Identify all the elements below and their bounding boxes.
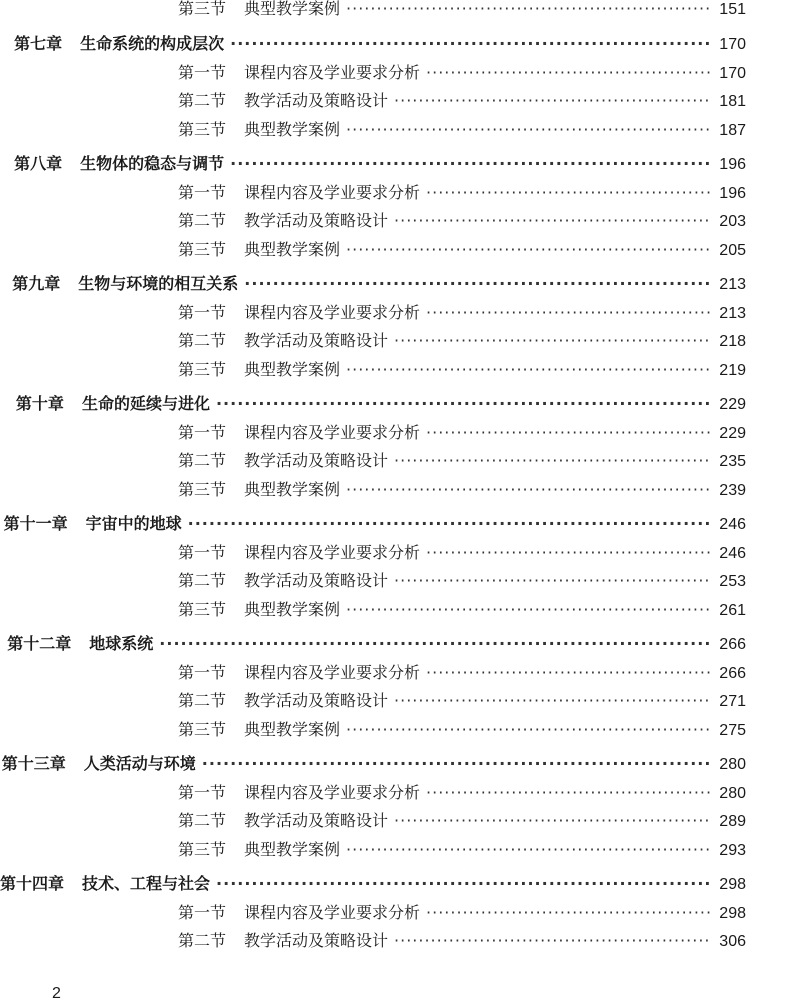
section-title: 典型教学案例 (244, 840, 341, 859)
section-number: 第一节 (178, 543, 227, 562)
footer-page-number: 2 (52, 985, 61, 1002)
leader-dots (244, 274, 710, 293)
toc-entry-section[interactable] (0, 208, 746, 232)
section-number: 第三节 (178, 0, 227, 18)
page-number: 266 (719, 665, 746, 682)
toc-entry-chapter[interactable] (0, 271, 746, 295)
leader-dots (394, 811, 710, 830)
toc-entry-chapter[interactable] (0, 391, 746, 415)
section-number: 第一节 (178, 423, 227, 442)
leader-dots (394, 211, 710, 230)
toc-entry-section[interactable] (0, 780, 746, 804)
section-number: 第二节 (178, 811, 227, 830)
leader-dots (346, 240, 710, 259)
section-number: 第二节 (178, 451, 227, 470)
leader-dots (394, 931, 710, 950)
section-title: 教学活动及策略设计 (244, 811, 389, 830)
page-number: 253 (719, 573, 746, 590)
section-number: 第一节 (178, 303, 227, 322)
leader-dots (230, 154, 710, 173)
chapter-number: 第九章 (12, 274, 61, 293)
page-number: 266 (719, 636, 746, 653)
leader-dots (426, 903, 710, 922)
section-number: 第三节 (178, 840, 227, 859)
page-number: 219 (719, 362, 746, 379)
chapter-title: 生物体的稳态与调节 (80, 154, 225, 173)
toc-entry-section[interactable] (0, 597, 746, 621)
leader-dots (394, 691, 710, 710)
leader-dots (188, 514, 710, 533)
section-title: 课程内容及学业要求分析 (244, 63, 421, 82)
chapter-title: 地球系统 (89, 634, 154, 653)
section-number: 第三节 (178, 720, 227, 739)
leader-dots (216, 394, 710, 413)
section-number: 第一节 (178, 183, 227, 202)
page-number: 239 (719, 482, 746, 499)
toc-entry-section[interactable] (0, 568, 746, 592)
toc-entry-section[interactable] (0, 180, 746, 204)
section-title: 典型教学案例 (244, 240, 341, 259)
page-number: 229 (719, 425, 746, 442)
leader-dots (346, 120, 710, 139)
section-title: 典型教学案例 (244, 360, 341, 379)
leader-dots (426, 303, 710, 322)
section-title: 教学活动及策略设计 (244, 331, 389, 350)
section-number: 第一节 (178, 903, 227, 922)
chapter-number: 第八章 (14, 154, 63, 173)
toc-entry-section[interactable] (0, 837, 746, 861)
toc-entry-section[interactable] (0, 900, 746, 924)
toc-entry-chapter[interactable] (0, 871, 746, 895)
page-number: 187 (719, 122, 746, 139)
section-number: 第三节 (178, 600, 227, 619)
leader-dots (394, 331, 710, 350)
toc-entry-section[interactable] (0, 660, 746, 684)
toc-entry-section[interactable] (0, 420, 746, 444)
leader-dots (426, 63, 710, 82)
page-number: 196 (719, 156, 746, 173)
section-number: 第二节 (178, 691, 227, 710)
toc-entry-chapter[interactable] (0, 751, 746, 775)
toc-entry-section[interactable] (0, 300, 746, 324)
section-number: 第一节 (178, 783, 227, 802)
page-number: 246 (719, 545, 746, 562)
chapter-title: 生命系统的构成层次 (80, 34, 225, 53)
leader-dots (346, 720, 710, 739)
section-title: 课程内容及学业要求分析 (244, 903, 421, 922)
leader-dots (426, 183, 710, 202)
chapter-title: 技术、工程与社会 (82, 874, 211, 893)
page-number: 170 (719, 36, 746, 53)
page-number: 261 (719, 602, 746, 619)
page-number: 196 (719, 185, 746, 202)
leader-dots (426, 663, 710, 682)
toc-entry-chapter[interactable] (0, 31, 746, 55)
toc-entry-section[interactable] (0, 357, 746, 381)
page-number: 280 (719, 756, 746, 773)
toc-entry-section[interactable] (0, 808, 746, 832)
leader-dots (346, 480, 710, 499)
toc-entry-section[interactable] (0, 0, 746, 20)
toc-entry-chapter[interactable] (0, 511, 746, 535)
leader-dots (394, 451, 710, 470)
section-number: 第二节 (178, 571, 227, 590)
leader-dots (159, 634, 710, 653)
leader-dots (230, 34, 710, 53)
section-number: 第二节 (178, 331, 227, 350)
chapter-number: 第十三章 (1, 754, 66, 773)
toc-entry-section[interactable] (0, 88, 746, 112)
chapter-title: 人类活动与环境 (83, 754, 196, 773)
section-number: 第三节 (178, 240, 227, 259)
page-number: 170 (719, 65, 746, 82)
page-number: 271 (719, 693, 746, 710)
page-number: 218 (719, 333, 746, 350)
section-title: 典型教学案例 (244, 720, 341, 739)
page-number: 298 (719, 905, 746, 922)
section-title: 典型教学案例 (244, 0, 341, 18)
chapter-title: 宇宙中的地球 (85, 514, 182, 533)
section-title: 课程内容及学业要求分析 (244, 423, 421, 442)
toc-entry-section[interactable] (0, 60, 746, 84)
section-number: 第一节 (178, 663, 227, 682)
toc-entry-section[interactable] (0, 688, 746, 712)
page-number: 293 (719, 842, 746, 859)
section-title: 典型教学案例 (244, 480, 341, 499)
section-title: 教学活动及策略设计 (244, 211, 389, 230)
page-number: 213 (719, 305, 746, 322)
chapter-number: 第十章 (15, 394, 64, 413)
leader-dots (202, 754, 710, 773)
section-number: 第三节 (178, 120, 227, 139)
section-title: 教学活动及策略设计 (244, 451, 389, 470)
chapter-number: 第十四章 (0, 874, 65, 893)
page-number: 298 (719, 876, 746, 893)
section-number: 第二节 (178, 931, 227, 950)
section-title: 教学活动及策略设计 (244, 931, 389, 950)
toc-entry-section[interactable] (0, 717, 746, 741)
section-title: 教学活动及策略设计 (244, 571, 389, 590)
chapter-number: 第十二章 (7, 634, 72, 653)
page-number: 229 (719, 396, 746, 413)
chapter-number: 第七章 (14, 34, 63, 53)
leader-dots (346, 0, 710, 18)
toc-entry-section[interactable] (0, 448, 746, 472)
page-number: 275 (719, 722, 746, 739)
page-number: 205 (719, 242, 746, 259)
toc-entry-chapter[interactable] (0, 631, 746, 655)
section-number: 第三节 (178, 480, 227, 499)
leader-dots (346, 840, 710, 859)
toc-entry-section[interactable] (0, 928, 746, 952)
leader-dots (426, 423, 710, 442)
section-title: 教学活动及策略设计 (244, 91, 389, 110)
section-title: 典型教学案例 (244, 120, 341, 139)
page-number: 280 (719, 785, 746, 802)
section-title: 典型教学案例 (244, 600, 341, 619)
chapter-title: 生命的延续与进化 (81, 394, 210, 413)
section-number: 第二节 (178, 211, 227, 230)
page-number: 289 (719, 813, 746, 830)
toc-entry-section[interactable] (0, 117, 746, 141)
section-title: 教学活动及策略设计 (244, 691, 389, 710)
toc-entry-section[interactable] (0, 477, 746, 501)
section-title: 课程内容及学业要求分析 (244, 183, 421, 202)
leader-dots (216, 874, 710, 893)
section-title: 课程内容及学业要求分析 (244, 543, 421, 562)
leader-dots (394, 571, 710, 590)
page-number: 306 (719, 933, 746, 950)
section-number: 第三节 (178, 360, 227, 379)
chapter-title: 生物与环境的相互关系 (78, 274, 239, 293)
page-number: 181 (719, 93, 746, 110)
leader-dots (426, 543, 710, 562)
toc-entry-section[interactable] (0, 328, 746, 352)
section-number: 第二节 (178, 91, 227, 110)
page-number: 213 (719, 276, 746, 293)
page-number: 203 (719, 213, 746, 230)
section-title: 课程内容及学业要求分析 (244, 783, 421, 802)
page-number: 246 (719, 516, 746, 533)
page-number: 151 (719, 1, 746, 18)
page-number: 235 (719, 453, 746, 470)
toc-entry-section[interactable] (0, 237, 746, 261)
section-number: 第一节 (178, 63, 227, 82)
chapter-number: 第十一章 (3, 514, 68, 533)
toc-entry-chapter[interactable] (0, 151, 746, 175)
leader-dots (346, 600, 710, 619)
toc-entry-section[interactable] (0, 540, 746, 564)
leader-dots (394, 91, 710, 110)
section-title: 课程内容及学业要求分析 (244, 663, 421, 682)
section-title: 课程内容及学业要求分析 (244, 303, 421, 322)
leader-dots (346, 360, 710, 379)
leader-dots (426, 783, 710, 802)
